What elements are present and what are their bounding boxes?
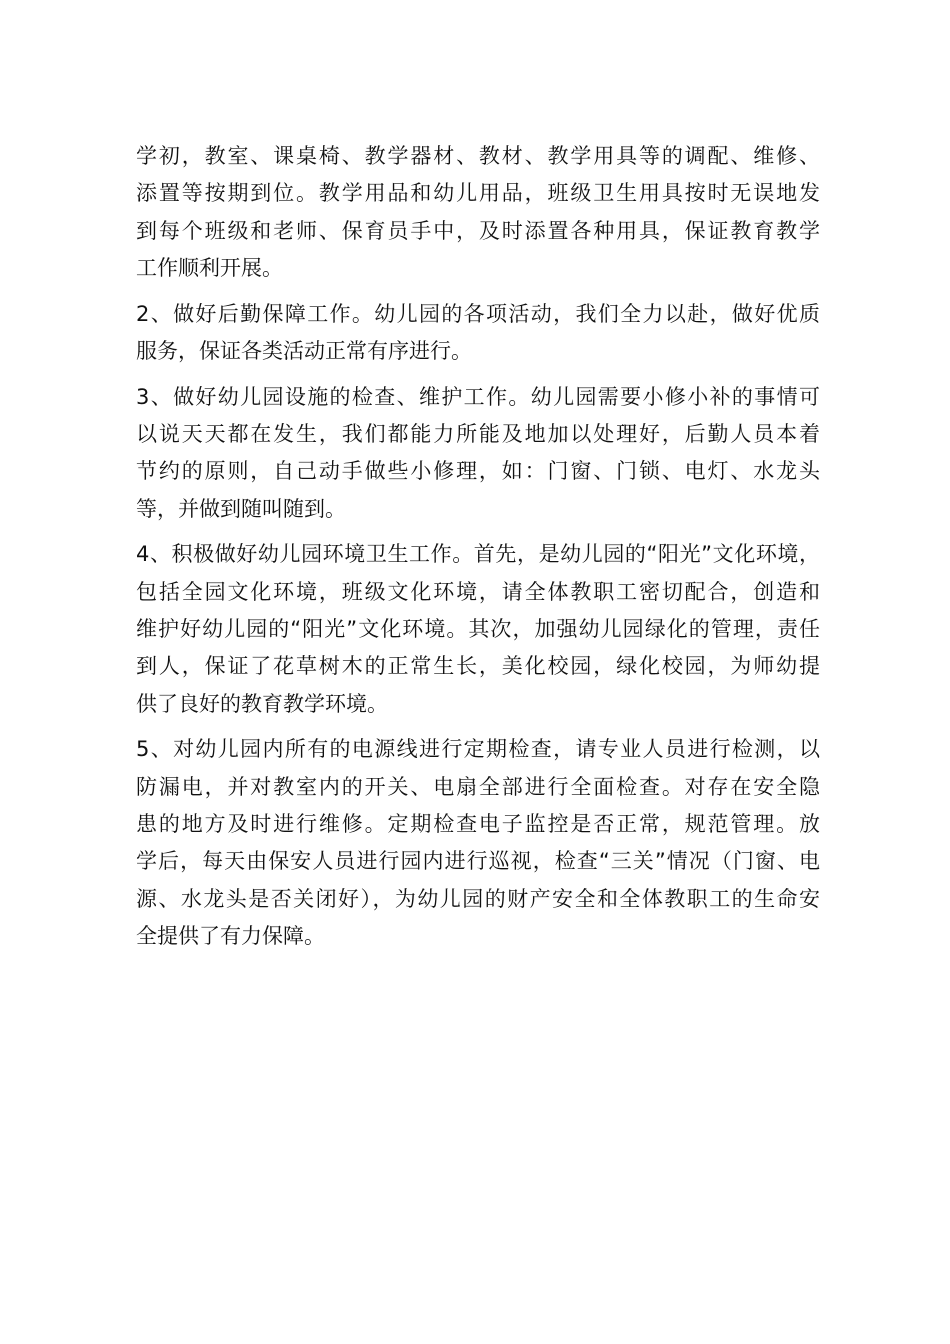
- text-line: 到人，保证了花草树木的正常生长，美化校园，绿化校园，为师幼提: [136, 654, 820, 679]
- text-line: 患的地方及时进行维修。定期检查电子监控是否正常，规范管理。放: [136, 812, 820, 837]
- text-line: 等，并做到随叫随到。: [136, 496, 346, 521]
- document-body: [136, 138, 820, 955]
- paragraph-item-4: [136, 536, 820, 722]
- text-line: 添置等按期到位。教学用品和幼儿用品，班级卫生用具按时无误地发: [136, 181, 820, 206]
- text-line: 学后，每天由保安人员进行园内进行巡视，检查“三关”情况（门窗、电: [136, 849, 820, 874]
- text-line: 5、对幼儿园内所有的电源线进行定期检查，请专业人员进行检测，以: [136, 737, 820, 762]
- text-line: 维护好幼儿园的“阳光”文化环境。其次，加强幼儿园绿化的管理，责任: [136, 617, 820, 642]
- text-line: 全提供了有力保障。: [136, 923, 325, 948]
- text-line: 2、做好后勤保障工作。幼儿园的各项活动，我们全力以赴，做好优质: [136, 301, 820, 326]
- paragraph-item-3: [136, 379, 820, 528]
- text-line: 以说天天都在发生，我们都能力所能及地加以处理好，后勤人员本着: [136, 422, 820, 447]
- text-line: 供了良好的教育教学环境。: [136, 691, 388, 716]
- text-line: 防漏电，并对教室内的开关、电扇全部进行全面检查。对存在安全隐: [136, 774, 820, 799]
- text-line: 工作顺利开展。: [136, 255, 283, 280]
- paragraph-intro: [136, 138, 820, 287]
- text-line: 4、积极做好幼儿园环境卫生工作。首先，是幼儿园的“阳光”文化环境，: [136, 542, 820, 567]
- text-line: 服务，保证各类活动正常有序进行。: [136, 338, 472, 363]
- text-line: 3、做好幼儿园设施的检查、维护工作。幼儿园需要小修小补的事情可: [136, 384, 820, 409]
- text-line: 学初，教室、课桌椅、教学器材、教材、教学用具等的调配、维修、: [136, 144, 820, 168]
- text-line: 包括全园文化环境，班级文化环境，请全体教职工密切配合，创造和: [136, 579, 820, 604]
- paragraph-item-2: [136, 296, 820, 371]
- text-line: 到每个班级和老师、保育员手中，及时添置各种用具，保证教育教学: [136, 218, 820, 243]
- text-line: 节约的原则，自己动手做些小修理，如：门窗、门锁、电灯、水龙头: [136, 459, 820, 484]
- paragraph-item-5: [136, 731, 820, 955]
- text-line: 源、水龙头是否关闭好），为幼儿园的财产安全和全体教职工的生命安: [136, 886, 820, 911]
